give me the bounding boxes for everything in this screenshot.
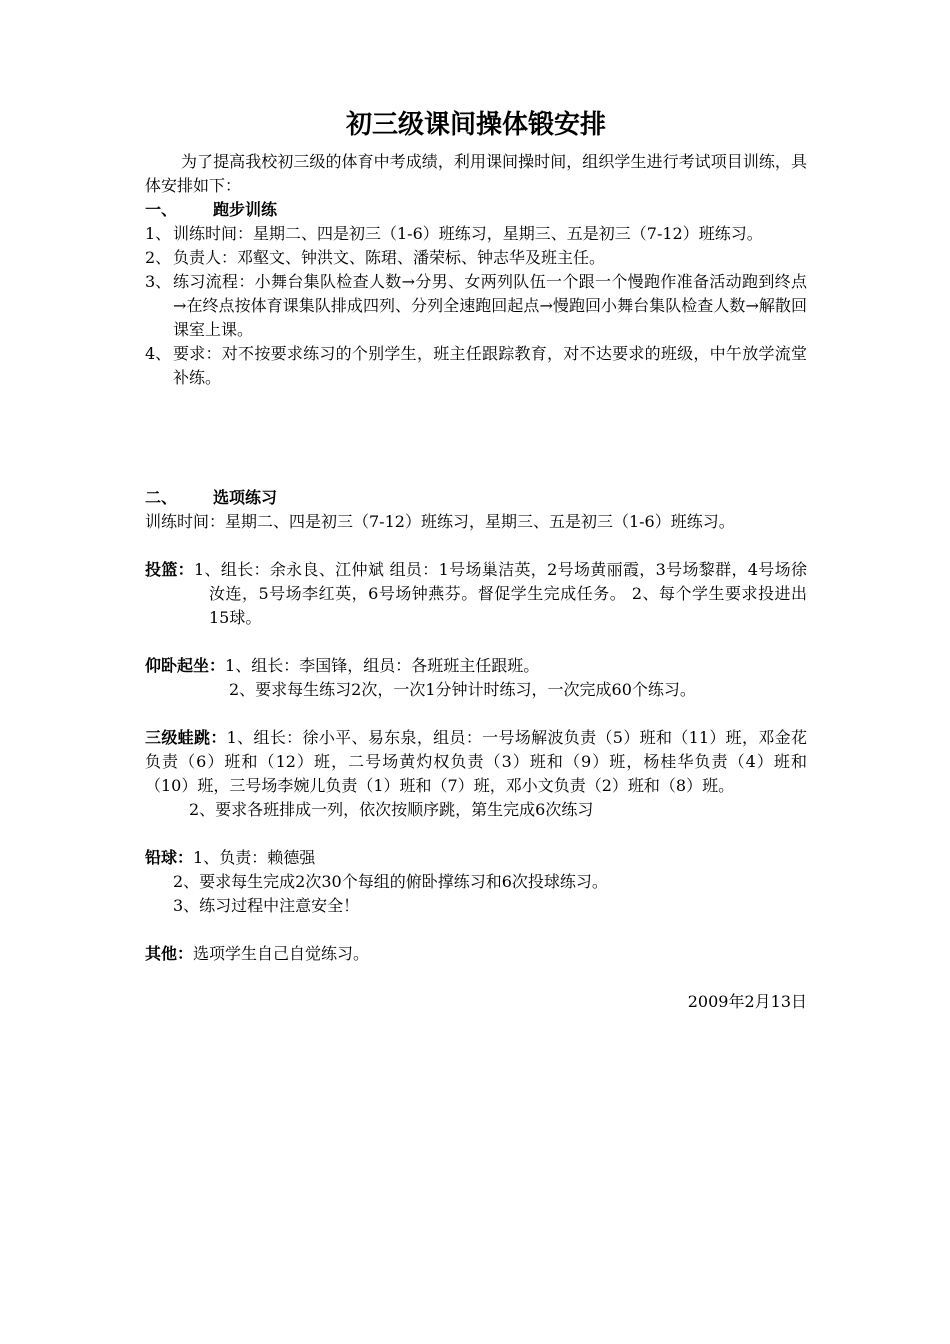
frogjump-text: 1、组长：徐小平、易东泉，组员：一号场解波负责（5）班和（11）班，邓金花负责（6）班和（12）班，二号场黄灼权负责（3）班和（9）班，杨桂华负责（4）班和（10）班，三号场李婉儿负责（1）班和（7）班，邓小文负责（2）班和（8）班。 — [145, 728, 807, 795]
shotput-text: 1、负责：赖德强 — [193, 848, 316, 867]
list-item — [145, 342, 807, 390]
document-title: 初三级课间操体锻安排 — [345, 110, 606, 140]
basketball-label: 投篮： — [145, 560, 194, 579]
intro-paragraph: 为了提高我校初三级的体育中考成绩，利用课间操时间，组织学生进行考试项目训练，具体安排如下： — [145, 152, 807, 195]
list-item-text: 训练时间：星期二、四是初三（1-6）班练习，星期三、五是初三（7-12）班练习。 — [173, 224, 763, 243]
situps-line2: 2、要求每生练习2次，一次1分钟计时练习，一次完成60个练习。 — [229, 680, 696, 699]
section1-title: 跑步训练 — [213, 200, 278, 219]
other-line — [145, 942, 807, 966]
shotput-line3: 3、练习过程中注意安全！ — [173, 896, 360, 915]
shotput-line1 — [145, 846, 807, 870]
list-item — [145, 270, 807, 342]
section2-number: 二、 — [145, 488, 178, 507]
shotput-line2: 2、要求每生完成2次30个每组的俯卧撑练习和6次投球练习。 — [173, 872, 608, 891]
spacer — [145, 534, 807, 558]
spacer — [145, 702, 807, 726]
section1-number: 一、 — [145, 200, 178, 219]
basketball-text: 1、组长：余永良、江仲斌 组员：1号场巢洁英，2号场黄丽霞，3号场黎群，4号场徐汝连，5号场李红英，6号场钟燕芬。督促学生完成任务。 2、每个学生要求投进出15球。 — [194, 560, 807, 627]
document-date: 2009年2月13日 — [687, 992, 807, 1011]
other-label: 其他： — [145, 944, 194, 963]
situps-text: 1、组长：李国锋，组员：各班班主任跟班。 — [225, 656, 540, 675]
list-item-number: 3、 — [145, 272, 172, 291]
section2-heading — [145, 486, 807, 510]
document-page — [145, 108, 807, 1014]
list-item — [145, 222, 807, 246]
frogjump-paragraph — [145, 726, 807, 798]
other-text: 选项学生自己自觉练习。 — [193, 944, 370, 963]
list-item-number: 4、 — [145, 344, 172, 363]
list-item-number: 1、 — [145, 224, 172, 243]
frogjump-line2: 2、要求各班排成一列，依次按顺序跳，第生完成6次练习 — [189, 800, 594, 819]
spacer — [145, 390, 807, 486]
spacer — [145, 918, 807, 942]
section2-time: 训练时间：星期二、四是初三（7-12）班练习，星期三、五是初三（1-6）班练习。 — [145, 512, 735, 531]
list-item-text: 练习流程：小舞台集队检查人数→分男、女两列队伍一个跟一个慢跑作准备活动跑到终点→在终点按体育课集队排成四列、分列全速跑回起点→慢跑回小舞台集队检查人数→解散回课室上课。 — [173, 272, 807, 339]
frogjump-label: 三级蛙跳： — [145, 728, 227, 747]
section2-title: 选项练习 — [213, 488, 278, 507]
list-item-text: 要求：对不按要求练习的个别学生，班主任跟踪教育，对不达要求的班级，中午放学流堂补练。 — [173, 344, 807, 387]
shotput-label: 铅球： — [145, 848, 194, 867]
situps-line1 — [145, 654, 807, 678]
list-item-number: 2、 — [145, 248, 172, 267]
spacer — [145, 966, 807, 990]
list-item — [145, 246, 807, 270]
list-item-text: 负责人：邓壑文、钟洪文、陈珺、潘荣标、钟志华及班主任。 — [173, 248, 606, 267]
spacer — [145, 630, 807, 654]
section1-heading — [145, 198, 807, 222]
basketball-paragraph — [145, 558, 807, 630]
spacer — [145, 822, 807, 846]
situps-label: 仰卧起坐： — [145, 656, 226, 675]
